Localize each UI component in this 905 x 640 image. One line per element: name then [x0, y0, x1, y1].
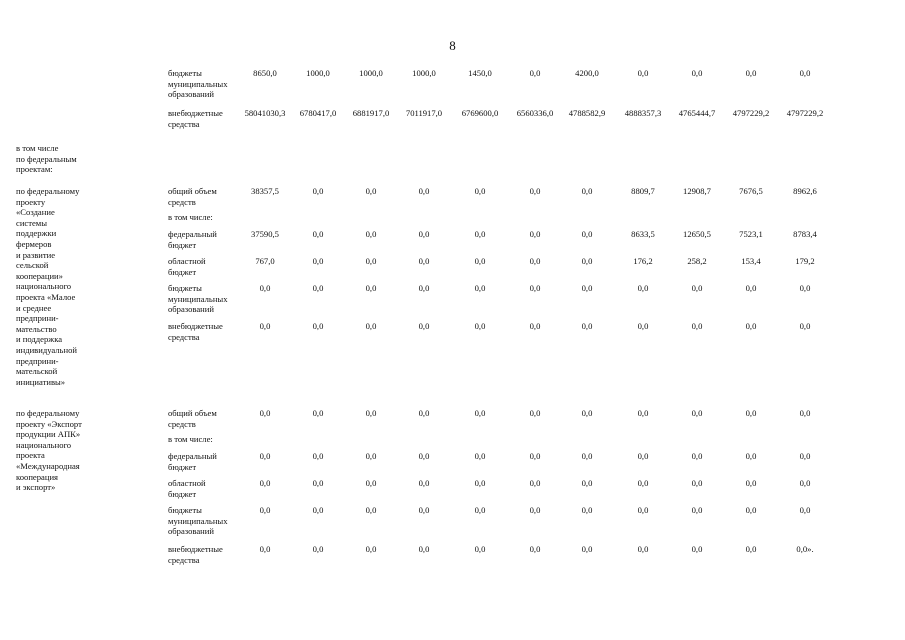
table-cell-value: 0,0: [529, 505, 541, 515]
table-cell-value: 0,0: [365, 321, 377, 331]
page-number: 8: [449, 38, 456, 53]
table-cell-value: 0,0: [418, 256, 430, 266]
table-cell-value: 0,0: [474, 229, 486, 239]
table-cell-value: 0,0: [691, 68, 703, 78]
row-funding-source-label: внебюджетные средства: [168, 321, 223, 342]
table-cell-value: 0,0: [474, 544, 486, 554]
table-cell-value: 0,0: [312, 478, 324, 488]
table-cell-value: 0,0: [581, 256, 593, 266]
table-cell-value: 7011917,0: [405, 108, 443, 118]
table-cell-value: 0,0: [312, 186, 324, 196]
table-cell-value: 767,0: [255, 256, 275, 266]
table-cell-value: 0,0: [418, 408, 430, 418]
table-cell-value: 4797229,2: [786, 108, 824, 118]
table-cell-value: 0,0: [691, 505, 703, 515]
row-funding-source-label: внебюджетные средства: [168, 108, 223, 129]
row-section-title: по федеральному проекту «Создание системы поддержки фермеров и развитие сельской кооперации» национального проекта «Малое и среднее предприни- мательство и поддержка индивидуальной предприни- мательской инициативы»: [16, 186, 80, 387]
table-cell-value: 58041030,3: [244, 108, 286, 118]
table-cell-value: 0,0: [474, 186, 486, 196]
table-cell-value: 0,0: [418, 478, 430, 488]
table-cell-value: 0,0: [745, 478, 757, 488]
table-cell-value: 0,0: [799, 478, 811, 488]
row-funding-source-label: областной бюджет: [168, 478, 206, 499]
table-cell-value: 0,0: [581, 478, 593, 488]
table-cell-value: 0,0: [745, 408, 757, 418]
table-cell-value: 0,0: [745, 321, 757, 331]
table-cell-value: 38357,5: [251, 186, 279, 196]
table-cell-value: 6769600,0: [461, 108, 499, 118]
table-cell-value: 0,0: [745, 283, 757, 293]
table-cell-value: 0,0: [691, 544, 703, 554]
table-cell-value: 0,0: [581, 505, 593, 515]
table-cell-value: 0,0: [365, 505, 377, 515]
table-cell-value: 0,0: [691, 283, 703, 293]
table-cell-value: 0,0: [799, 321, 811, 331]
table-cell-value: 1000,0: [359, 68, 383, 78]
table-cell-value: 0,0: [418, 186, 430, 196]
table-cell-value: 0,0: [365, 478, 377, 488]
table-cell-value: 0,0: [418, 505, 430, 515]
table-cell-value: 0,0: [637, 451, 649, 461]
table-cell-value: 0,0: [259, 451, 271, 461]
table-cell-value: 0,0: [259, 478, 271, 488]
table-cell-value: 0,0: [581, 321, 593, 331]
table-cell-value: 0,0: [637, 321, 649, 331]
table-cell-value: 0,0: [529, 478, 541, 488]
table-cell-value: 8650,0: [253, 68, 277, 78]
table-cell-value: 0,0: [418, 283, 430, 293]
table-cell-value: 0,0: [259, 544, 271, 554]
table-cell-value: 4765444,7: [678, 108, 716, 118]
table-cell-value: 0,0: [418, 451, 430, 461]
table-cell-value: 0,0: [529, 544, 541, 554]
table-cell-value: 0,0: [529, 68, 541, 78]
row-funding-source-label: в том числе:: [168, 212, 213, 222]
table-cell-value: 0,0: [474, 451, 486, 461]
row-funding-source-label: общий объем средств: [168, 186, 217, 207]
table-cell-value: 0,0: [529, 229, 541, 239]
table-cell-value: 0,0: [418, 229, 430, 239]
table-cell-value: 0,0: [581, 229, 593, 239]
table-cell-value: 6881917,0: [352, 108, 390, 118]
row-funding-source-label: внебюджетные средства: [168, 544, 223, 565]
table-cell-value: 258,2: [687, 256, 707, 266]
table-cell-value: 0,0: [745, 505, 757, 515]
table-cell-value: 0,0: [529, 451, 541, 461]
table-cell-value: 176,2: [633, 256, 653, 266]
table-cell-value: 12650,5: [683, 229, 711, 239]
table-cell-value: 0,0: [691, 478, 703, 488]
table-cell-value: 179,2: [795, 256, 815, 266]
table-cell-value: 0,0: [691, 321, 703, 331]
table-cell-value: 0,0: [529, 186, 541, 196]
table-cell-value: 8783,4: [793, 229, 817, 239]
table-cell-value: 0,0: [474, 478, 486, 488]
table-cell-value: 0,0: [312, 451, 324, 461]
table-cell-value: 4200,0: [575, 68, 599, 78]
table-cell-value: 153,4: [741, 256, 761, 266]
table-cell-value: 0,0: [312, 283, 324, 293]
table-cell-value: 1450,0: [468, 68, 492, 78]
table-cell-value: 0,0: [365, 451, 377, 461]
row-funding-source-label: федеральный бюджет: [168, 229, 217, 250]
table-cell-value: 0,0: [581, 283, 593, 293]
row-funding-source-label: бюджеты муниципальных образований: [168, 283, 228, 315]
table-cell-value: 0,0: [365, 283, 377, 293]
table-cell-value: 0,0: [799, 283, 811, 293]
table-cell-value: 0,0: [799, 408, 811, 418]
table-cell-value: 0,0: [474, 321, 486, 331]
row-funding-source-label: бюджеты муниципальных образований: [168, 505, 228, 537]
table-cell-value: 0,0: [312, 505, 324, 515]
table-cell-value: 0,0: [312, 229, 324, 239]
table-cell-value: 0,0: [259, 283, 271, 293]
row-funding-source-label: бюджеты муниципальных образований: [168, 68, 228, 100]
row-funding-source-label: в том числе:: [168, 434, 213, 444]
table-cell-value: 6560336,0: [516, 108, 554, 118]
table-cell-value: 0,0: [259, 321, 271, 331]
table-cell-value: 12908,7: [683, 186, 711, 196]
table-cell-value: 0,0».: [796, 544, 814, 554]
table-cell-value: 0,0: [581, 408, 593, 418]
table-cell-value: 6780417,0: [299, 108, 337, 118]
table-cell-value: 0,0: [799, 505, 811, 515]
table-cell-value: 0,0: [312, 544, 324, 554]
table-cell-value: 0,0: [312, 408, 324, 418]
table-cell-value: 1000,0: [306, 68, 330, 78]
table-cell-value: 0,0: [529, 321, 541, 331]
table-cell-value: 0,0: [474, 505, 486, 515]
table-cell-value: 0,0: [529, 408, 541, 418]
table-cell-value: 37590,5: [251, 229, 279, 239]
table-cell-value: 7523,1: [739, 229, 763, 239]
row-funding-source-label: областной бюджет: [168, 256, 206, 277]
table-cell-value: 0,0: [474, 256, 486, 266]
row-section-title: в том числе по федеральным проектам:: [16, 143, 77, 175]
row-funding-source-label: общий объем средств: [168, 408, 217, 429]
table-cell-value: 0,0: [745, 544, 757, 554]
table-cell-value: 1000,0: [412, 68, 436, 78]
table-cell-value: 0,0: [691, 408, 703, 418]
table-cell-value: 4797229,2: [732, 108, 770, 118]
table-cell-value: 4888357,3: [624, 108, 662, 118]
table-cell-value: 0,0: [529, 256, 541, 266]
table-cell-value: 0,0: [365, 186, 377, 196]
table-cell-value: 7676,5: [739, 186, 763, 196]
table-cell-value: 8633,5: [631, 229, 655, 239]
table-cell-value: 0,0: [637, 505, 649, 515]
row-section-title: по федеральному проекту «Экспорт продукции АПК» национального проекта «Международная кооперация и экспорт»: [16, 408, 82, 493]
table-cell-value: 0,0: [637, 478, 649, 488]
table-cell-value: 0,0: [259, 408, 271, 418]
table-cell-value: 0,0: [691, 451, 703, 461]
table-cell-value: 0,0: [312, 321, 324, 331]
table-cell-value: 0,0: [637, 544, 649, 554]
table-cell-value: 0,0: [418, 321, 430, 331]
table-cell-value: 0,0: [637, 68, 649, 78]
table-cell-value: 4788582,9: [568, 108, 606, 118]
table-cell-value: 0,0: [474, 283, 486, 293]
table-cell-value: 0,0: [365, 408, 377, 418]
table-cell-value: 0,0: [799, 451, 811, 461]
table-cell-value: 0,0: [799, 68, 811, 78]
table-cell-value: 0,0: [581, 544, 593, 554]
table-cell-value: 0,0: [365, 256, 377, 266]
table-cell-value: 0,0: [529, 283, 541, 293]
table-cell-value: 0,0: [745, 451, 757, 461]
table-cell-value: 0,0: [312, 256, 324, 266]
table-cell-value: 0,0: [637, 408, 649, 418]
table-cell-value: 0,0: [637, 283, 649, 293]
table-cell-value: 0,0: [581, 451, 593, 461]
table-cell-value: 8962,6: [793, 186, 817, 196]
table-cell-value: 0,0: [365, 229, 377, 239]
table-cell-value: 0,0: [418, 544, 430, 554]
table-cell-value: 0,0: [745, 68, 757, 78]
table-cell-value: 8809,7: [631, 186, 655, 196]
table-cell-value: 0,0: [581, 186, 593, 196]
row-funding-source-label: федеральный бюджет: [168, 451, 217, 472]
table-cell-value: 0,0: [474, 408, 486, 418]
table-cell-value: 0,0: [259, 505, 271, 515]
table-cell-value: 0,0: [365, 544, 377, 554]
